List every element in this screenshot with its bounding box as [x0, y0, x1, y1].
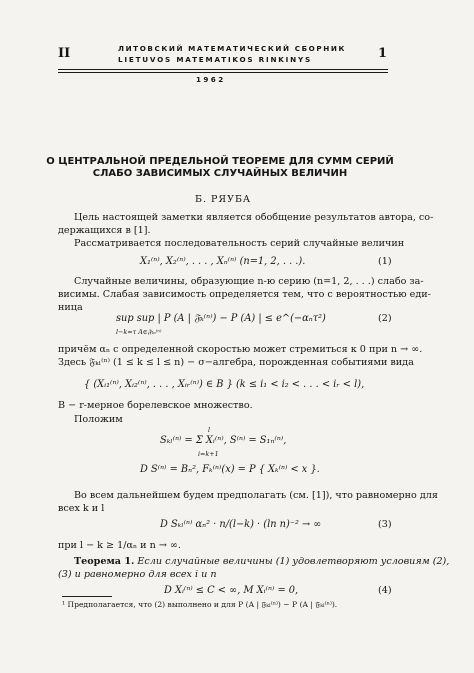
- equation-2-number: (2): [378, 313, 392, 324]
- paragraph-assumption-line-2: всех k и l: [58, 503, 105, 514]
- paragraph-sequence: Рассматривается последовательность серий случайные величин: [74, 238, 405, 249]
- journal-title-ru: ЛИТОВСКИЙ МАТЕМАТИЧЕСКИЙ СБОРНИК: [118, 44, 346, 53]
- author-name: Б. РЯУБА: [195, 194, 252, 205]
- equation-3-events: { (Xᵢ₁⁽ⁿ⁾, Xᵢ₂⁽ⁿ⁾, . . . , Xᵢᵣ⁽ⁿ⁾) ∈ B } (k ≤ i₁ < i₂ < . . . < iᵣ < l),: [84, 379, 365, 390]
- publication-year: 1962: [196, 75, 226, 84]
- equation-1: X₁⁽ⁿ⁾, X₂⁽ⁿ⁾, . . . , Xₙ⁽ⁿ⁾ (n=1, 2, . . .).: [140, 256, 306, 267]
- footnote: ¹ Предполагается, что (2) выполнено и для P (A | 𝔉ₖₗ⁽ⁿ⁾) − P (A | 𝔉ₖₗ⁽ⁿ⁾).: [62, 600, 338, 609]
- paragraph-intro-line-1: Цель настоящей заметки является обобщение результатов автора, со-: [74, 212, 434, 223]
- sum-lower-limit: i=k+1: [198, 450, 219, 458]
- journal-title-lt: LIETUVOS MATEMATIKOS RINKINYS: [118, 55, 312, 64]
- paper-title-line-2: СЛАБО ЗАВИСИМЫХ СЛУЧАЙНЫХ ВЕЛИЧИН: [92, 168, 348, 179]
- issue-number: 1: [378, 46, 388, 61]
- header-rule-thick: [58, 69, 388, 70]
- theorem-line-1: [74, 556, 449, 567]
- paper-title-line-1: О ЦЕНТРАЛЬНОЙ ПРЕДЕЛЬНОЙ ТЕОРЕМЕ ДЛЯ СУММ СЕРИЙ: [46, 156, 394, 167]
- paragraph-alpha-line-2: Здесь 𝔉ₖₗ⁽ⁿ⁾ (1 ≤ k ≤ l ≤ n) − σ−алгебра, порожденная событиями вида: [58, 357, 414, 368]
- equation-2: sup sup | P (A | 𝔉ₖ⁽ⁿ⁾) − P (A) | ≤ e^(−αₙτ²): [116, 313, 326, 324]
- theorem-line-2: (3) и равномерно для всех i и n: [58, 569, 217, 580]
- header-rule-thin: [58, 72, 388, 73]
- equation-1-number: (1): [378, 256, 392, 267]
- paragraph-let: Положим: [74, 414, 123, 425]
- paragraph-weak-dependence-line-1: Случайные величины, образующие n-ю серию (n=1, 2, . . .) слабо за-: [74, 276, 424, 287]
- equation-condition-3: D Sₖₗ⁽ⁿ⁾ αₙ² · n/(l−k) · (ln n)⁻² → ∞: [160, 519, 322, 530]
- equation-3-number: (3): [378, 519, 392, 530]
- paragraph-intro-line-2: держащихся в [1].: [58, 225, 151, 236]
- theorem-label: Теорема 1.: [74, 556, 135, 567]
- equation-variance-distribution: D S⁽ⁿ⁾ = Bₙ², Fₖ⁽ⁿ⁾(x) = P { Xₖ⁽ⁿ⁾ < x }.: [140, 464, 320, 475]
- equation-sums: Sₖₗ⁽ⁿ⁾ = Σ Xᵢ⁽ⁿ⁾, S⁽ⁿ⁾ = S₁ₙ⁽ⁿ⁾,: [160, 435, 287, 446]
- footnote-rule: [62, 596, 112, 597]
- sum-upper-limit: l: [208, 426, 211, 434]
- paragraph-assumption-line-1: Во всем дальнейшем будем предполагать (см. [1]), что равномерно для: [74, 490, 438, 501]
- paragraph-weak-dependence-line-3: ница: [58, 302, 83, 313]
- paragraph-weak-dependence-line-2: висимы. Слабая зависимость определяется тем, что с вероятностью еди-: [58, 289, 431, 300]
- paragraph-condition-range: при l − k ≥ 1/αₙ и n → ∞.: [58, 540, 181, 551]
- equation-4-number: (4): [378, 585, 392, 596]
- equation-2-subscripts: l−k=τ A∈𝔉ₗₙ⁽ⁿ⁾: [116, 328, 162, 336]
- theorem-statement-1: Если случайные величины (1) удовлетворяют условиям (2),: [137, 556, 450, 567]
- equation-4: D Xᵢ⁽ⁿ⁾ ≤ C < ∞, M Xᵢ⁽ⁿ⁾ = 0,: [164, 585, 299, 596]
- paragraph-alpha-line-1: причём αₙ с определенной скоростью может стремиться к 0 при n → ∞.: [58, 344, 423, 355]
- issue-roman-number: II: [58, 46, 71, 61]
- paragraph-borel: B − r-мерное борелевское множество.: [58, 400, 253, 411]
